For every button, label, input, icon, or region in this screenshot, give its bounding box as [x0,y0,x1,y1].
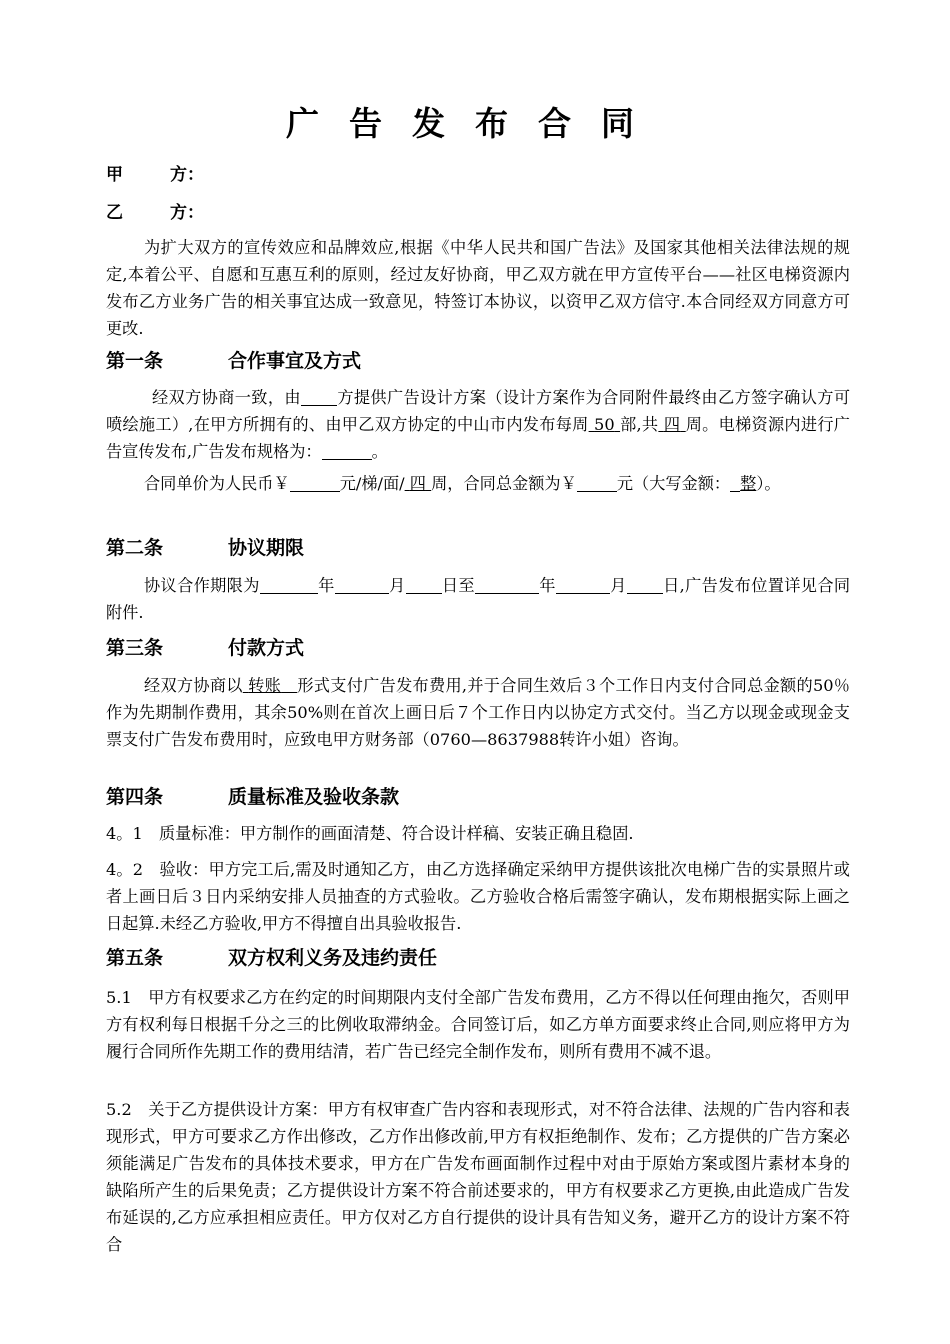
article-1-heading [106,347,361,375]
text-run: 经双方协商以 [144,676,243,695]
party-a-colon: 方： [170,165,204,185]
clause-5-2: 5.2 关于乙方提供设计方案：甲方有权审查广告内容和表现形式，对不符合法律、法规的广告内容和表现形式，甲方可要求乙方作出修改，乙方作出修改前,甲方有权拒绝制作、发布；乙方提供的广告方案必须能满足广告发布的具体技术要求，甲方在广告发布画面制作过程中对由于原始方案或图片素材本身的缺陷所产生的后果免责；乙方提供设计方案不符合前述要求的，甲方有权要求乙方更换,由此造成广告发布延误的,乙方应承担相应责任。甲方仅对乙方自行提供的设计具有告知义务，避开乙方的设计方案不符合 [106,1100,850,1254]
text-run: 形式支付广告发布费用,并于合同生效后３个工作日内支付合同总金额的50％作为先期制作费用，其余50%则在首次上画日后７个工作日内以协定方式交付。当乙方以现金或现金支票支付广告发布费用时，应致电甲方财务部（0760—8637988转许小姐）咨询。 [106,676,850,749]
title-char: 告 [349,104,412,143]
blank-line [556,575,610,594]
payment-method-value: 转账 [248,676,282,695]
text-run: 协议合作期限为 [144,576,260,595]
blank-line [335,575,389,594]
article-3-paragraph [106,672,850,753]
party-b-colon: 方： [170,203,204,223]
article-5-number: 第五条 [106,947,164,969]
text-run: 合同单价为人民币￥ [144,474,290,493]
clause-4-2: 4。2 验收：甲方完工后,需及时通知乙方，由乙方选择确定采纳甲方提供该批次电梯广告的实景照片或者上画日后３日内采纳安排人员抽查的方式验收。乙方验收合格后需签字确认，发布期根据实际上画之日起算.未经乙方验收,甲方不得擅自出具验收报告. [106,860,850,933]
article-1-paragraph-1 [106,384,850,465]
weekly-count-value: 50 [594,415,615,434]
blank-line [475,575,539,594]
article-4-number: 第四条 [106,786,164,808]
text-run: 元（大写金额： [616,474,731,493]
text-run: 年 [317,576,335,595]
article-2-paragraph [106,572,850,626]
title-char: 同 [601,104,664,143]
clause-5-1: 5.1 甲方有权要求乙方在约定的时间期限内支付全部广告发布费用，乙方不得以任何理由拖欠，否则甲方有权利每日根据千分之三的比例收取滞纳金。合同签订后，如乙方单方面要求终止合同,则应将甲方为履行合同所作先期工作的费用结清，若广告已经完全制作发布，则所有费用不减不退。 [106,988,850,1061]
blank-line [322,441,372,460]
week-count-value: 四 [409,474,426,493]
text-run: 部,共 [620,415,659,434]
text-run: 整 [740,474,757,493]
blank-line [260,575,318,594]
article-3-number: 第三条 [106,637,164,659]
article-2-number: 第二条 [106,537,164,559]
weekly-count [589,415,620,434]
party-b-label: 乙 [106,203,123,223]
blank-line [730,473,740,492]
contract-title [0,100,950,148]
title-char: 合 [538,104,601,143]
blank-line [290,473,340,492]
title-char: 发 [412,104,475,143]
title-char: 广 [286,104,349,143]
text-run: 经双方协商一致，由 [152,388,301,407]
intro-paragraph: 为扩大双方的宣传效应和品牌效应,根据《中华人民共和国广告法》及国家其他相关法律法规的规定,本着公平、自愿和互惠互利的原则，经过友好协商，甲乙双方就在甲方宣传平台——社区电梯资源内发布乙方业务广告的相关事宜达成一致意见，特签订本协议，以资甲乙双方信守.本合同经双方同意方可更改. [106,238,850,338]
text-run: ）。 [756,474,781,493]
article-1-title: 合作事宜及方式 [228,350,362,372]
text-run: 年 [538,576,556,595]
blank-line [301,387,337,406]
party-b-line [106,200,204,226]
article-1-number: 第一条 [106,350,164,372]
article-3-heading [106,634,304,662]
title-char: 布 [475,104,538,143]
blank-line [406,575,442,594]
article-4-title: 质量标准及验收条款 [228,786,400,808]
text-run: 。 [371,442,388,461]
clause-4-1: 4。1 质量标准：甲方制作的画面清楚、符合设计样稿、安装正确且稳固. [106,824,634,843]
text-run: 日至 [441,576,475,595]
article-1-paragraph-2 [106,470,850,497]
payment-method [243,676,298,695]
week-count-value: 四 [663,415,681,434]
article-5-title: 双方权利义务及违约责任 [228,947,438,969]
party-a-label: 甲 [106,165,123,185]
blank-line [627,575,663,594]
text-run: 周，合同总金额为￥ [431,474,577,493]
text-run: 周。电梯资源内进行广告宣传发布,广告发布规格为： [106,415,850,461]
text-run: 日,广告发布位置详见合同附件. [106,576,851,622]
week-count [658,415,685,434]
article-2-title: 协议期限 [228,537,305,559]
week-count [405,474,432,493]
article-5-heading [106,944,437,972]
party-a-line [106,162,204,188]
text-run: 月 [388,576,406,595]
text-run: 方提供广告设计方案（设计方案作为合同附件最终由乙方签字确认方可喷绘施工）,在甲方所拥有的、由甲乙双方协定的中山市内发布每周 [106,388,851,434]
article-3-title: 付款方式 [228,637,305,659]
text-run: 月 [609,576,627,595]
blank-line [577,473,617,492]
text-run: 元/梯/面/ [339,474,405,493]
article-2-heading [106,534,304,562]
article-4-heading [106,783,399,811]
